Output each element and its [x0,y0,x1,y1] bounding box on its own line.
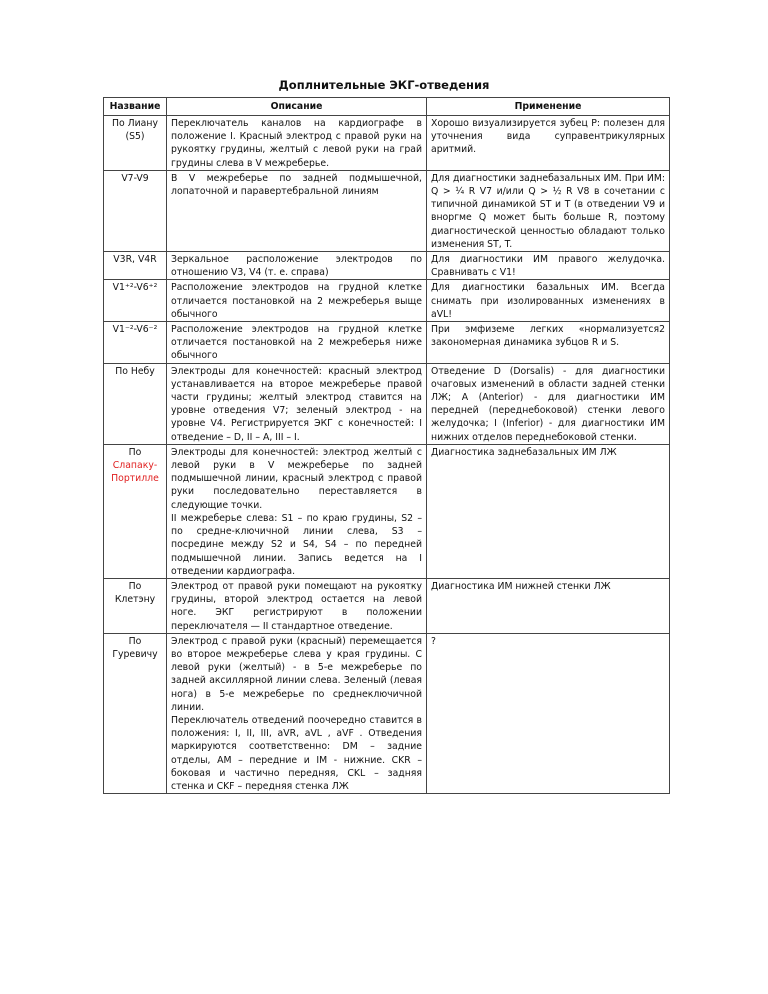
table-row [104,444,670,578]
table-row [104,363,670,444]
table-row [104,322,670,364]
row-name-prefix: По [128,446,142,458]
row-name: V7-V9 [104,170,167,251]
table-row [104,170,670,251]
row-application: Диагностика ИМ нижней стенки ЛЖ [427,578,670,633]
row-application: При эмфиземе легких «нормализуется2 закономерная динамика зубцов R и S. [427,322,670,364]
row-description-paragraph: Переключатель отведений поочередно ставится в положения: I, II, III, aVR, aVL , aVF . Отведения маркируются соответственно: DM – задние отделы, AM – передние и IM - нижние. CKR – боковая и частично передняя, CKL – задняя стенка и CKF – передняя стенка ЛЖ [171,714,422,792]
row-name-highlighted: Слапаку-Портилле [111,460,159,485]
row-application: Для диагностики заднебазальных ИМ. При ИМ: Q > ¼ R V7 и/или Q > ½ R V8 в сочетании с типичной динамикой ST и T (в отведении V9 и вноргме Q может быть больше R, поэтому диагностической ценностью обладают только изменения ST, T. [427,170,670,251]
table-header-row [104,98,670,116]
row-description: В V межреберье по задней подмышечной, лопаточной и паравертебральной линиям [167,170,427,251]
table-row [104,252,670,280]
row-application: Для диагностики ИМ правого желудочка. Сравнивать с V1! [427,252,670,280]
row-description [167,444,427,578]
row-description: Расположение электродов на грудной клетке отличается постановкой на 2 межреберья ниже обычного [167,322,427,364]
row-application: Отведение D (Dorsalis) - для диагностики очаговых изменений в области задней стенки ЛЖ; A (Anterior) - для диагностики ИМ передней (переднебоковой) стенки левого желудочка; I (Inferior) - для диагностики ИМ нижних отделов переднебоковой стенки. [427,363,670,444]
row-application: Для диагностики базальных ИМ. Всегда снимать при изолированных изменениях в aVL! [427,280,670,322]
row-name: V3R, V4R [104,252,167,280]
table-row [104,280,670,322]
row-name: По Гуревичу [104,633,167,793]
document-title: Доплнительные ЭКГ-отведения [278,78,490,92]
row-name: По Лиану (S5) [104,116,167,171]
row-name: По Небу [104,363,167,444]
header-application: Применение [427,98,670,116]
table-row [104,578,670,633]
row-name: V1⁺²-V6⁺² [104,280,167,322]
row-description: Расположение электродов на грудной клетке отличается постановкой на 2 межреберья выще обычного [167,280,427,322]
row-name [104,444,167,578]
header-name: Название [104,98,167,116]
row-description-paragraph: Электрод с правой руки (красный) перемещается во второе межреберье слева у края грудины. С левой руки (желтый) - в 5-е межреберье по задней аксиллярной линии слева. Зеленый (левая нога) в 5-е межреберье по среднеключичной линии. [171,635,422,713]
ecg-leads-table [103,97,670,794]
row-description: Электроды для конечностей: красный электрод устанавливается на второе межреберье правой части грудины; желтый электрод ставится на уровне отведения V7; зеленый электрод - на уровне V4. Регистрируется ЭКГ с конечностей: I отведение – D, II – A, III – I. [167,363,427,444]
header-description: Описание [167,98,427,116]
row-description: Зеркальное расположение электродов по отношению V3, V4 (т. е. справа) [167,252,427,280]
table-row [104,633,670,793]
row-name: V1⁻²-V6⁻² [104,322,167,364]
row-description-paragraph: II межреберье слева: S1 – по краю грудины, S2 – по средне-ключичной линии слева, S3 – посредине между S2 и S4, S4 – по передней подмышечной линии. Запись ведется на I отведении кардиографа. [171,512,422,577]
row-description: Переключатель каналов на кардиографе в положение I. Красный электрод с правой руки на рукоятку грудины, желтый с левой руки на грай грудины слева в V межреберье. [167,116,427,171]
row-description-paragraph: Электроды для конечностей: электрод желтый с левой руки в V межреберье по задней подмышечной линии, красный электрод с правой руки последовательно переставляется в следующие точки. [171,446,422,511]
row-name: По Клетэну [104,578,167,633]
row-description [167,633,427,793]
row-description: Электрод от правой руки помещают на рукоятку грудины, второй электрод остается на левой ноге. ЭКГ регистрируют в положении переключателя — II стандартное отведение. [167,578,427,633]
row-application: Диагностика заднебазальных ИМ ЛЖ [427,444,670,578]
row-application: Хорошо визуализируется зубец P: полезен для уточнения вида суправентрикулярных аритмий. [427,116,670,171]
table-row [104,116,670,171]
row-application: ? [427,633,670,793]
